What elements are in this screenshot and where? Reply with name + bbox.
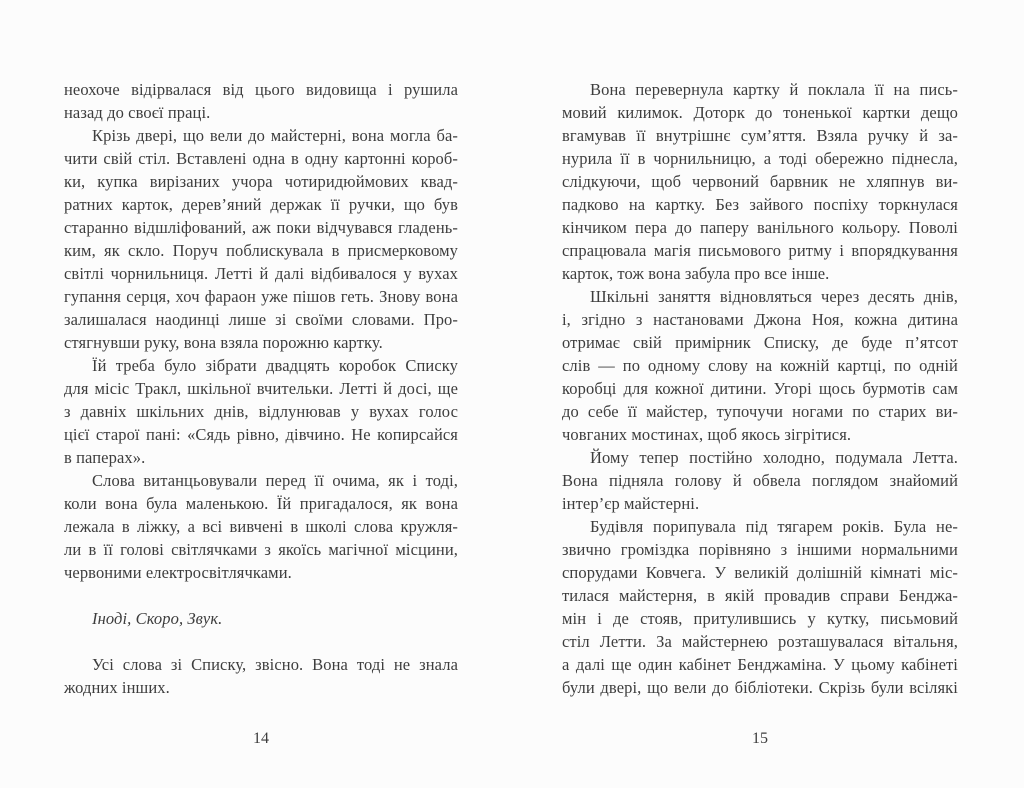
text-line: спорудами Ковчега. У великій долішній кімнаті міс- [562, 563, 958, 582]
text-line: нурила її в чорнильницю, а тоді обережно піднесла, [562, 149, 958, 168]
blank-line [64, 630, 458, 653]
text-line: Вона підняла голову й обвела поглядом знайомий [562, 471, 958, 490]
page-number-right: 15 [752, 730, 768, 747]
text-line: з давніх шкільних днів, відлунював у вухах голос [64, 402, 458, 421]
page-right [562, 78, 958, 750]
text-line: коли вона була маленькою. Їй пригадалося, як вона [64, 494, 458, 513]
text-line: і, згідно з настановами Джона Ноя, кожна дитина [562, 310, 958, 329]
text-line: неохоче відірвалася від цього видовища і рушила [64, 80, 458, 99]
text-line: слідкуючи, щоб червоний барвник не хляпнув ви- [562, 172, 958, 191]
text-line: мовий килимок. Доторк до тоненької картки дещо [562, 103, 958, 122]
text-line: Будівля порипувала під тягарем років. Була не- [590, 517, 958, 536]
text-line: звично громіздка порівняно з іншими нормальними [562, 540, 958, 559]
text-line: Шкільні заняття відновляться через десять днів, [590, 287, 958, 306]
text-line: старанно відшліфований, аж поки відчувався гладень- [64, 218, 458, 237]
text-line: Усі слова зі Списку, звісно. Вона тоді не знала [92, 655, 458, 674]
text-line: кінчиком пера до паперу ванільного кольору. Поволі [562, 218, 958, 237]
text-line: стягнувши руку, вона взяла порожню картку. [64, 333, 383, 352]
text-line: тилася майстерня, в якій провадив справи Бенджа- [562, 586, 958, 605]
text-line: чити свій стіл. Вставлені одна в одну картонні короб- [64, 149, 458, 168]
text-line: отримає свій примірник Списку, де буде п’ятсот [562, 333, 958, 352]
text-line: карток, тож вона забула про все інше. [562, 264, 830, 283]
text-line: для місіс Тракл, шкільної вчительки. Летті й досі, ще [64, 379, 458, 398]
text-line: Їй треба було зібрати двадцять коробок Списку [92, 356, 458, 375]
text-line: ратних карток, дерев’яний держак її ручки, що був [64, 195, 458, 214]
text-line: падково на картку. Без зайвого поспіху торкнулася [562, 195, 958, 214]
text-line: Крізь двері, що вели до майстерні, вона могла ба- [92, 126, 458, 145]
text-line: ли в її голові світлячками з якоїсь магічної місцини, [64, 540, 458, 559]
text-line: залишалася наодинці лише зі своїми словами. Про- [64, 310, 458, 329]
text-line: світлі чорнильниця. Летті й далі відбивалося у вухах [64, 264, 458, 283]
text-line: Іноді, Скоро, Звук. [92, 609, 223, 628]
page-left-text [64, 78, 458, 699]
text-line: лежала в ліжку, а всі вивчені в школі слова кружля- [64, 517, 458, 536]
text-line: жодних інших. [64, 678, 170, 697]
text-line: мін і де стояв, притулившись у кутку, письмовий [562, 609, 958, 628]
text-line: човганих мостинах, щоб якось зігрітися. [562, 425, 852, 444]
text-line: назад до своєї праці. [64, 103, 211, 122]
text-line: слів — по одному слову на кожній картці, по одній [562, 356, 958, 375]
page-number-left: 14 [253, 730, 269, 747]
page-left [64, 78, 458, 750]
text-line: були двері, що вели до бібліотеки. Скрізь були всілякі [562, 678, 958, 697]
text-line: ки, купка вирізаних учора чотиридюймових квад- [64, 172, 458, 191]
text-line: гупання серця, хоч фараон уже пішов геть. Знову вона [64, 287, 458, 306]
text-line: ким, як скло. Поруч поблискувала в присмерковому [64, 241, 458, 260]
text-line: вгамував її внутрішнє сум’яття. Взяла ручку й за- [562, 126, 958, 145]
text-line: коробці для кожної дитини. Угорі щось бурмотів сам [562, 379, 958, 398]
text-line: червоними електросвітлячками. [64, 563, 292, 582]
text-line: Вона перевернула картку й поклала її на пись- [590, 80, 958, 99]
blank-line [64, 584, 458, 607]
text-line: до себе її майстер, тупочучи ногами по старих ви- [562, 402, 958, 421]
text-line: стіл Летти. За майстернею розташувалася вітальня, [562, 632, 958, 651]
text-line: спрацювала магія письмового ритму і впорядкування [562, 241, 958, 260]
text-line: в паперах». [64, 448, 146, 467]
text-line: Йому тепер постійно холодно, подумала Летта. [590, 448, 958, 467]
page-right-text [562, 78, 958, 699]
text-line: а далі ще один кабінет Бенджаміна. У цьому кабінеті [562, 655, 958, 674]
text-line: Слова витанцьовували перед її очима, як і тоді, [92, 471, 458, 490]
text-line: цієї старої пані: «Сядь рівно, дівчино. Не копирсайся [64, 425, 458, 444]
text-line: інтер’єр майстерні. [562, 494, 700, 513]
